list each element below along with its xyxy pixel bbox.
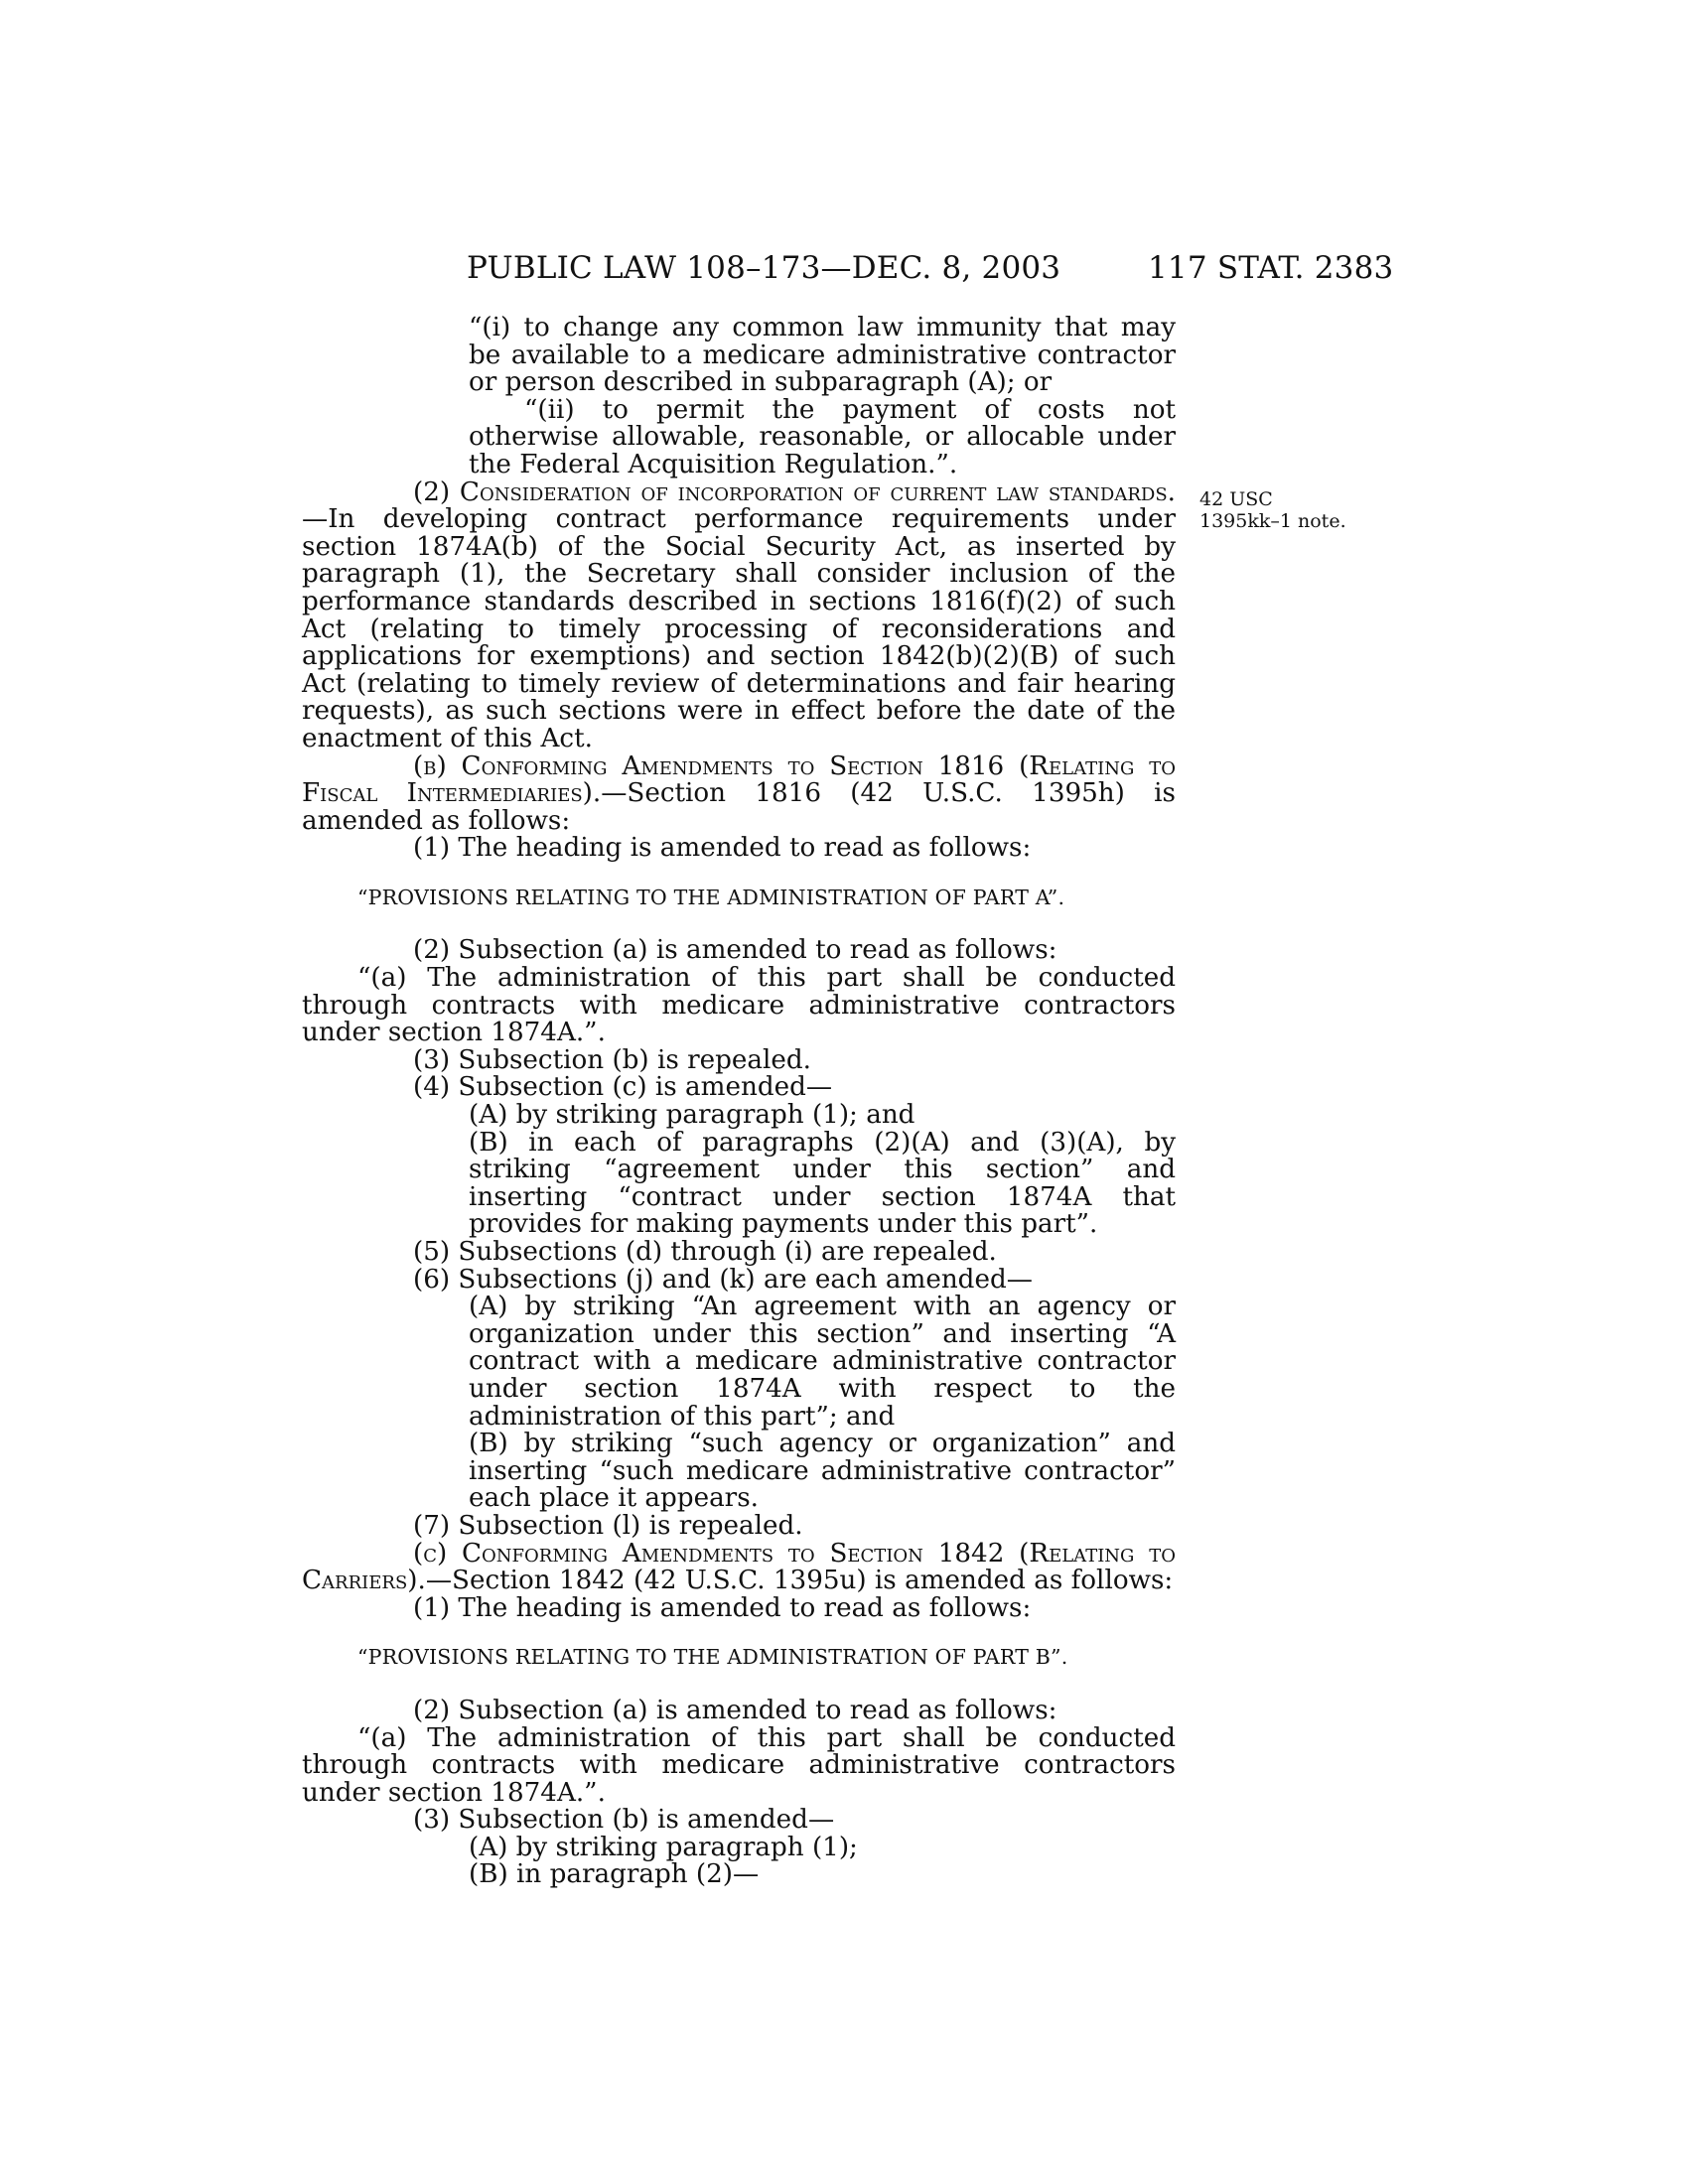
- paragraph-5: (5) Subsections (d) through (i) are repealed.: [413, 1237, 997, 1267]
- quoted-subsection-a: “(a) The administration of this part shall be conducted through contracts with medicare administrative contractors under section 1874A.”.: [302, 963, 1176, 1048]
- clause-ii: [302, 394, 1176, 479]
- subsection-c: [302, 1538, 1176, 1596]
- paragraph-4: (4) Subsection (c) is amended—: [413, 1072, 833, 1103]
- subparagraph-a: (A) by striking paragraph (1); and: [469, 1100, 915, 1131]
- subparagraph-b: (B) by striking “such agency or organization” and inserting “such medicare administrative contractor” each place it appears.: [469, 1429, 1176, 1514]
- margin-note-line: 1395kk–1 note.: [1199, 510, 1346, 532]
- paragraph-1-heading: (1) The heading is amended to read as follows:: [413, 833, 1032, 864]
- paragraph-text: —In developing contract performance requirements under section 1874A(b) of the Social Security Act, as inserted by paragraph (1), the Secretary shall consider inclusion of the performance standards described in sections 1816(f)(2) of such Act (relating to timely processing of reconsiderations and applications for exemptions) and section 1842(b)(2)(B) of such Act (relating to timely review of determinations and fair hearing requests), as such sections were in effect before the date of the enactment of this Act.: [302, 504, 1176, 753]
- statute-body: [302, 315, 1176, 1889]
- inserted-heading-part-b: “PROVISIONS RELATING TO THE ADMINISTRATION OF PART B”.: [357, 1645, 1068, 1670]
- clause-ii-text: “(ii) to permit the payment of costs not otherwise allowable, reasonable, or allocable under the Federal Acquisition Regulation.”.: [469, 394, 1176, 479]
- subparagraph-b: (B) in paragraph (2)—: [469, 1859, 760, 1890]
- paragraph-6: (6) Subsections (j) and (k) are each amended—: [413, 1264, 1033, 1295]
- subsection-text: —Section 1816 (42 U.S.C. 1395h) is amended as follows:: [302, 778, 1176, 836]
- quoted-subsection-a: “(a) The administration of this part shall be conducted through contracts with medicare administrative contractors under section 1874A.”.: [302, 1722, 1176, 1808]
- paragraph-7: (7) Subsection (l) is repealed.: [413, 1510, 803, 1541]
- clause-i: “(i) to change any common law immunity that may be available to a medicare administrative contractor or person described in subparagraph (A); or: [469, 313, 1176, 398]
- page-header-stat: 117 STAT. 2383: [1148, 250, 1394, 286]
- inserted-heading-part-a: “PROVISIONS RELATING TO THE ADMINISTRATION OF PART A”.: [357, 885, 1065, 909]
- paragraph-1-heading: (1) The heading is amended to read as follows:: [413, 1592, 1032, 1623]
- subsection-text: —Section 1842 (42 U.S.C. 1395u) is amended as follows:: [425, 1566, 1174, 1596]
- subsection-heading: (b) Conforming Amendments to Section 1816 (Relating to Fiscal Intermediaries).: [302, 751, 1176, 809]
- subsection-b: [302, 753, 1176, 836]
- subparagraph-b: (B) in each of paragraphs (2)(A) and (3)(A), by striking “agreement under this section” and inserting “contract under section 1874A that provides for making payments under this part”.: [469, 1127, 1176, 1240]
- subsection-heading: (c) Conforming Amendments to Section 1842 (Relating to Carriers).: [302, 1538, 1176, 1596]
- page-header-title: PUBLIC LAW 108–173—DEC. 8, 2003: [467, 250, 1061, 286]
- margin-citation-note: [1199, 488, 1368, 532]
- paragraph-2-subsection-a: (2) Subsection (a) is amended to read as follows:: [413, 1695, 1057, 1725]
- paragraph-3: (3) Subsection (b) is repealed.: [413, 1044, 811, 1075]
- paragraph-heading: (2) Consideration of incorporation of current law standards.: [413, 477, 1176, 507]
- subparagraph-a: (A) by striking “An agreement with an agency or organization under this section” and inserting “A contract with a medicare administrative contractor under section 1874A with respect to the administration of this part”; and: [469, 1292, 1176, 1432]
- margin-note-line: 42 USC: [1199, 488, 1273, 510]
- paragraph-2-subsection-a: (2) Subsection (a) is amended to read as follows:: [413, 935, 1057, 966]
- paragraph-3: (3) Subsection (b) is amended—: [413, 1805, 835, 1836]
- subparagraph-a: (A) by striking paragraph (1);: [469, 1832, 858, 1862]
- paragraph-2-consideration: [302, 479, 1176, 753]
